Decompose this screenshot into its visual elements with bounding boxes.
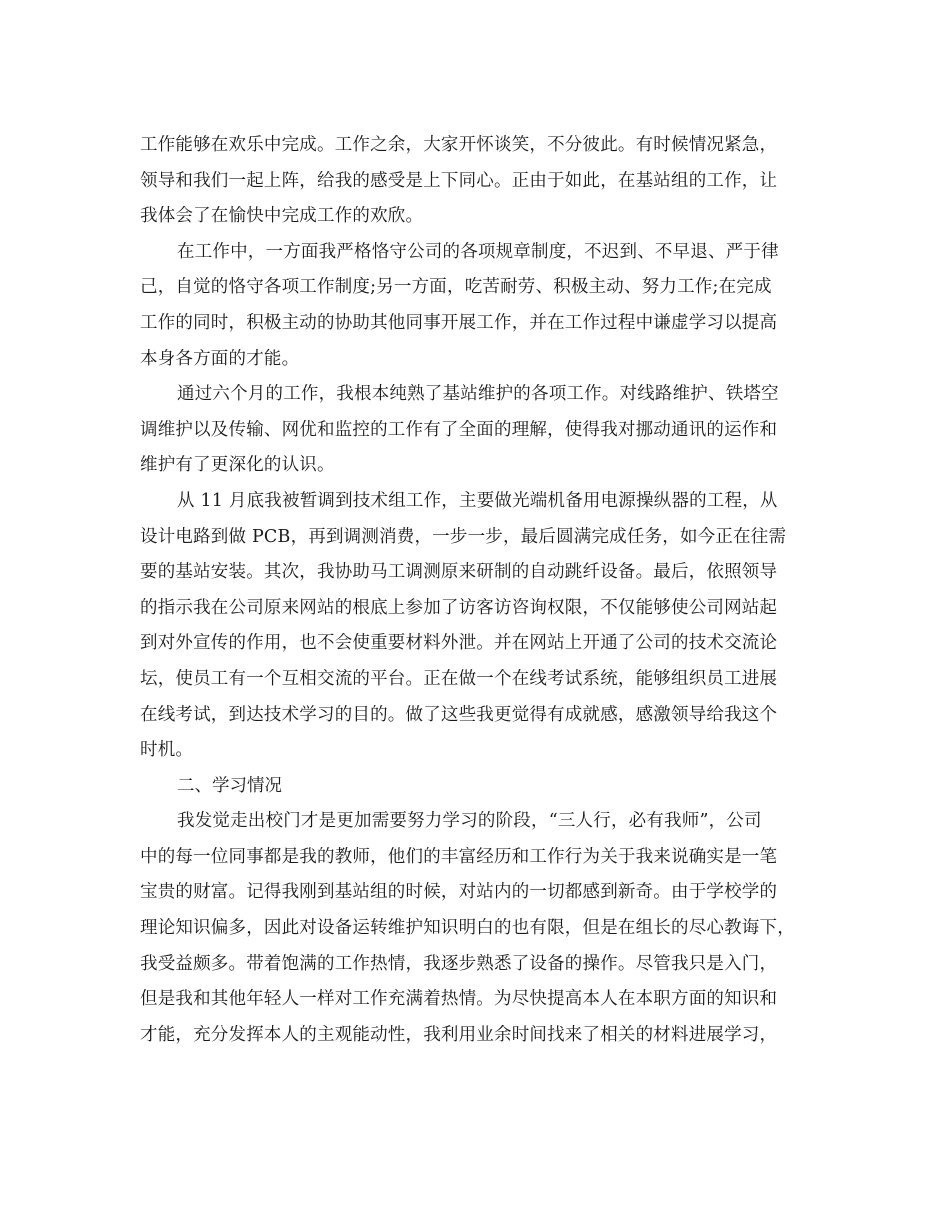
text-line: 在工作中，一方面我严格恪守公司的各项规章制度，不迟到、不早退、严于律 [177,241,779,262]
paragraph-2 [140,235,812,377]
text-line: 宝贵的财富。记得我刚到基站组的时候，对站内的一切都感到新奇。由于学校学的 [140,882,778,903]
text-line: 我发觉走出校门才是更加需要努力学习的阶段，“三人行，必有我师”，公司 [177,811,762,832]
text-line: 工作的同时，积极主动的协助其他同事开展工作，并在工作过程中谦虚学习以提高 [140,312,778,333]
text-line: 维护有了更深化的认识。 [140,455,335,476]
heading-text: 二、学习情况 [177,775,282,796]
paragraph-1 [140,128,812,235]
text-line: 在线考试，到达技术学习的目的。做了这些我更觉得有成就感，感激领导给我这个 [140,704,778,725]
text-line: 坛，使员工有一个互相交流的平台。正在做一个在线考试系统，能够组织员工进展 [140,668,778,689]
paragraph-4 [140,484,812,769]
paragraph-5 [140,804,812,1053]
text-line: 中的每一位同事都是我的教师，他们的丰富经历和工作行为关于我来说确实是一笔 [140,846,778,867]
text-line: 但是我和其他年轻人一样对工作充满着热情。为尽快提高本人在本职方面的知识和 [140,989,778,1010]
text-line: 理论知识偏多，因此对设备运转维护知识明白的也有限，但是在组长的尽心教诲下， [140,918,795,939]
paragraph-3 [140,377,812,484]
text-line: 设计电路到做 PCB，再到调测消费，一步一步，最后圆满完成任务，如今正在往需 [140,526,787,547]
text-line: 工作能够在欢乐中完成。工作之余，大家开怀谈笑，不分彼此。有时候情况紧急， [140,135,778,155]
text-line: 调维护以及传输、网优和监控的工作有了全面的理解，使得我对挪动通讯的运作和 [140,419,778,440]
text-line: 本身各方面的才能。 [140,348,300,369]
text-line: 到对外宣传的作用，也不会使重要材料外泄。并在网站上开通了公司的技术交流论 [140,633,778,654]
text-line: 的指示我在公司原来网站的根底上参加了访客访咨询权限，不仅能够使公司网站起 [140,597,778,618]
text-line: 我体会了在愉快中完成工作的欢欣。 [140,206,424,227]
text-line: 才能，充分发挥本人的主观能动性，我利用业余时间找来了相关的材料进展学习， [140,1024,778,1045]
text-line: 己，自觉的恪守各项工作制度;另一方面，吃苦耐劳、积极主动、努力工作;在完成 [140,277,772,298]
text-line: 通过六个月的工作，我根本纯熟了基站维护的各项工作。对线路维护、铁塔空 [177,384,779,405]
text-line: 我受益颇多。带着饱满的工作热情，我逐步熟悉了设备的操作。尽管我只是入门， [140,953,778,974]
text-line: 领导和我们一起上阵，给我的感受是上下同心。正由于如此，在基站组的工作，让 [140,170,778,191]
text-line: 要的基站安装。其次，我协助马工调测原来研制的自动跳纤设备。最后，依照领导 [140,562,778,583]
text-line: 时机。 [140,740,194,761]
document-body [140,128,812,1053]
text-line: 从 11 月底我被暂调到技术组工作，主要做光端机备用电源操纵器的工程，从 [177,490,778,511]
section-heading-study [140,769,812,805]
